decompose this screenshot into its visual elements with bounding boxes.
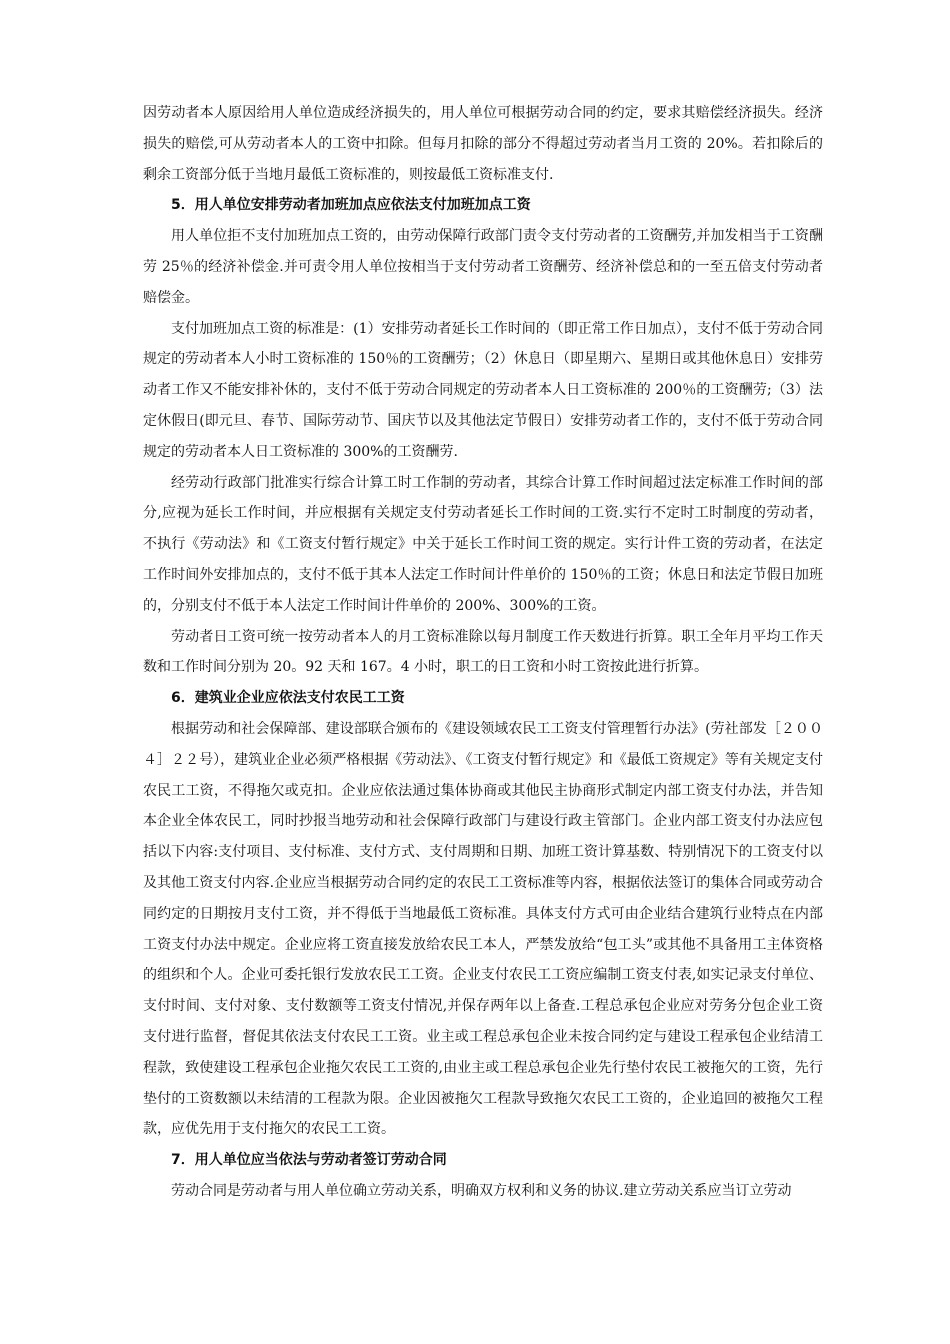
document-page	[143, 98, 823, 1207]
paragraph-compensation-deduction: 因劳动者本人原因给用人单位造成经济损失的，用人单位可根据劳动合同的约定，要求其赔偿经济损失。经济损失的赔偿,可从劳动者本人的工资中扣除。但每月扣除的部分不得超过劳动者当月工资的 20%。若扣除后的剩余工资部分低于当地月最低工资标准的，则按最低工资标准支付.	[143, 105, 823, 183]
paragraph-overtime-standard: 支付加班加点工资的标准是：(1）安排劳动者延长工作时间的（即正常工作日加点），支付不低于劳动合同规定的劳动者本人小时工资标准的 150％的工资酬劳；（2）休息日（即星期六、星期日或其他休息日）安排劳动者工作又不能安排补休的，支付不低于劳动合同规定的劳动者本人日工资标准的 200％的工资酬劳;（3）法定休假日(即元旦、春节、国际劳动节、国庆节以及其他法定节假日）安排劳动者工作的，支付不低于劳动合同规定的劳动者本人日工资标准的 300%的工资酬劳.	[143, 320, 823, 460]
paragraph-labor-contract: 劳动合同是劳动者与用人单位确立劳动关系，明确双方权利和义务的协议.建立劳动关系应当订立劳动	[171, 1182, 792, 1199]
paragraph-overtime-penalty: 用人单位拒不支付加班加点工资的，由劳动保障行政部门责令支付劳动者的工资酬劳,并加发相当于工资酬劳 25％的经济补偿金.并可责令用人单位按相当于支付劳动者工资酬劳、经济补偿总和的一至五倍支付劳动者赔偿金。	[143, 228, 823, 306]
paragraph-daily-wage: 劳动者日工资可统一按劳动者本人的月工资标准除以每月制度工作天数进行折算。职工全年月平均工作天数和工作时间分别为 20。92 天和 167。4 小时，职工的日工资和小时工资按此进行折算。	[143, 628, 823, 676]
paragraph-comprehensive-hours: 经劳动行政部门批准实行综合计算工时工作制的劳动者，其综合计算工作时间超过法定标准工作时间的部分,应视为延长工作时间，并应根据有关规定支付劳动者延长工作时间的工资.实行不定时工时制度的劳动者，不执行《劳动法》和《工资支付暂行规定》中关于延长工作时间工资的规定。实行计件工资的劳动者，在法定工作时间外安排加点的，支付不低于其本人法定工作时间计件单价的 150％的工资；休息日和法定节假日加班的，分别支付不低于本人法定工作时间计件单价的 200%、300%的工资。	[143, 474, 823, 614]
section-heading-7: 7．用人单位应当依法与劳动者签订劳动合同	[171, 1152, 447, 1169]
paragraph-construction-wages: 根据劳动和社会保障部、建设部联合颁布的《建设领域农民工工资支付管理暂行办法》(劳社部发［２００４］２２号），建筑业企业必须严格根据《劳动法》、《工资支付暂行规定》和《最低工资规定》等有关规定支付农民工工资，不得拖欠或克扣。企业应依法通过集体协商或其他民主协商形式制定内部工资支付办法，并告知本企业全体农民工，同时抄报当地劳动和社会保障行政部门与建设行政主管部门。企业内部工资支付办法应包括以下内容:支付项目、支付标准、支付方式、支付周期和日期、加班工资计算基数、特别情况下的工资支付以及其他工资支付内容.企业应当根据劳动合同约定的农民工工资标准等内容，根据依法签订的集体合同或劳动合同约定的日期按月支付工资，并不得低于当地最低工资标准。具体支付方式可由企业结合建筑行业特点在内部工资支付办法中规定。企业应将工资直接发放给农民工本人，严禁发放给“包工头”或其他不具备用工主体资格的组织和个人。企业可委托银行发放农民工工资。企业支付农民工工资应编制工资支付表,如实记录支付单位、支付时间、支付对象、支付数额等工资支付情况,并保存两年以上备查.工程总承包企业应对劳务分包企业工资支付进行监督，督促其依法支付农民工工资。业主或工程总承包企业未按合同约定与建设工程承包企业结清工程款，致使建设工程承包企业拖欠农民工工资的,由业主或工程总承包企业先行垫付农民工被拖欠的工资，先行垫付的工资数额以未结清的工程款为限。企业因被拖欠工程款导致拖欠农民工工资的，企业追回的被拖欠工程款，应优先用于支付拖欠的农民工工资。	[143, 720, 823, 1138]
section-heading-6: 6．建筑业企业应依法支付农民工工资	[171, 690, 405, 707]
section-heading-5: 5．用人单位安排劳动者加班加点应依法支付加班加点工资	[171, 197, 531, 214]
